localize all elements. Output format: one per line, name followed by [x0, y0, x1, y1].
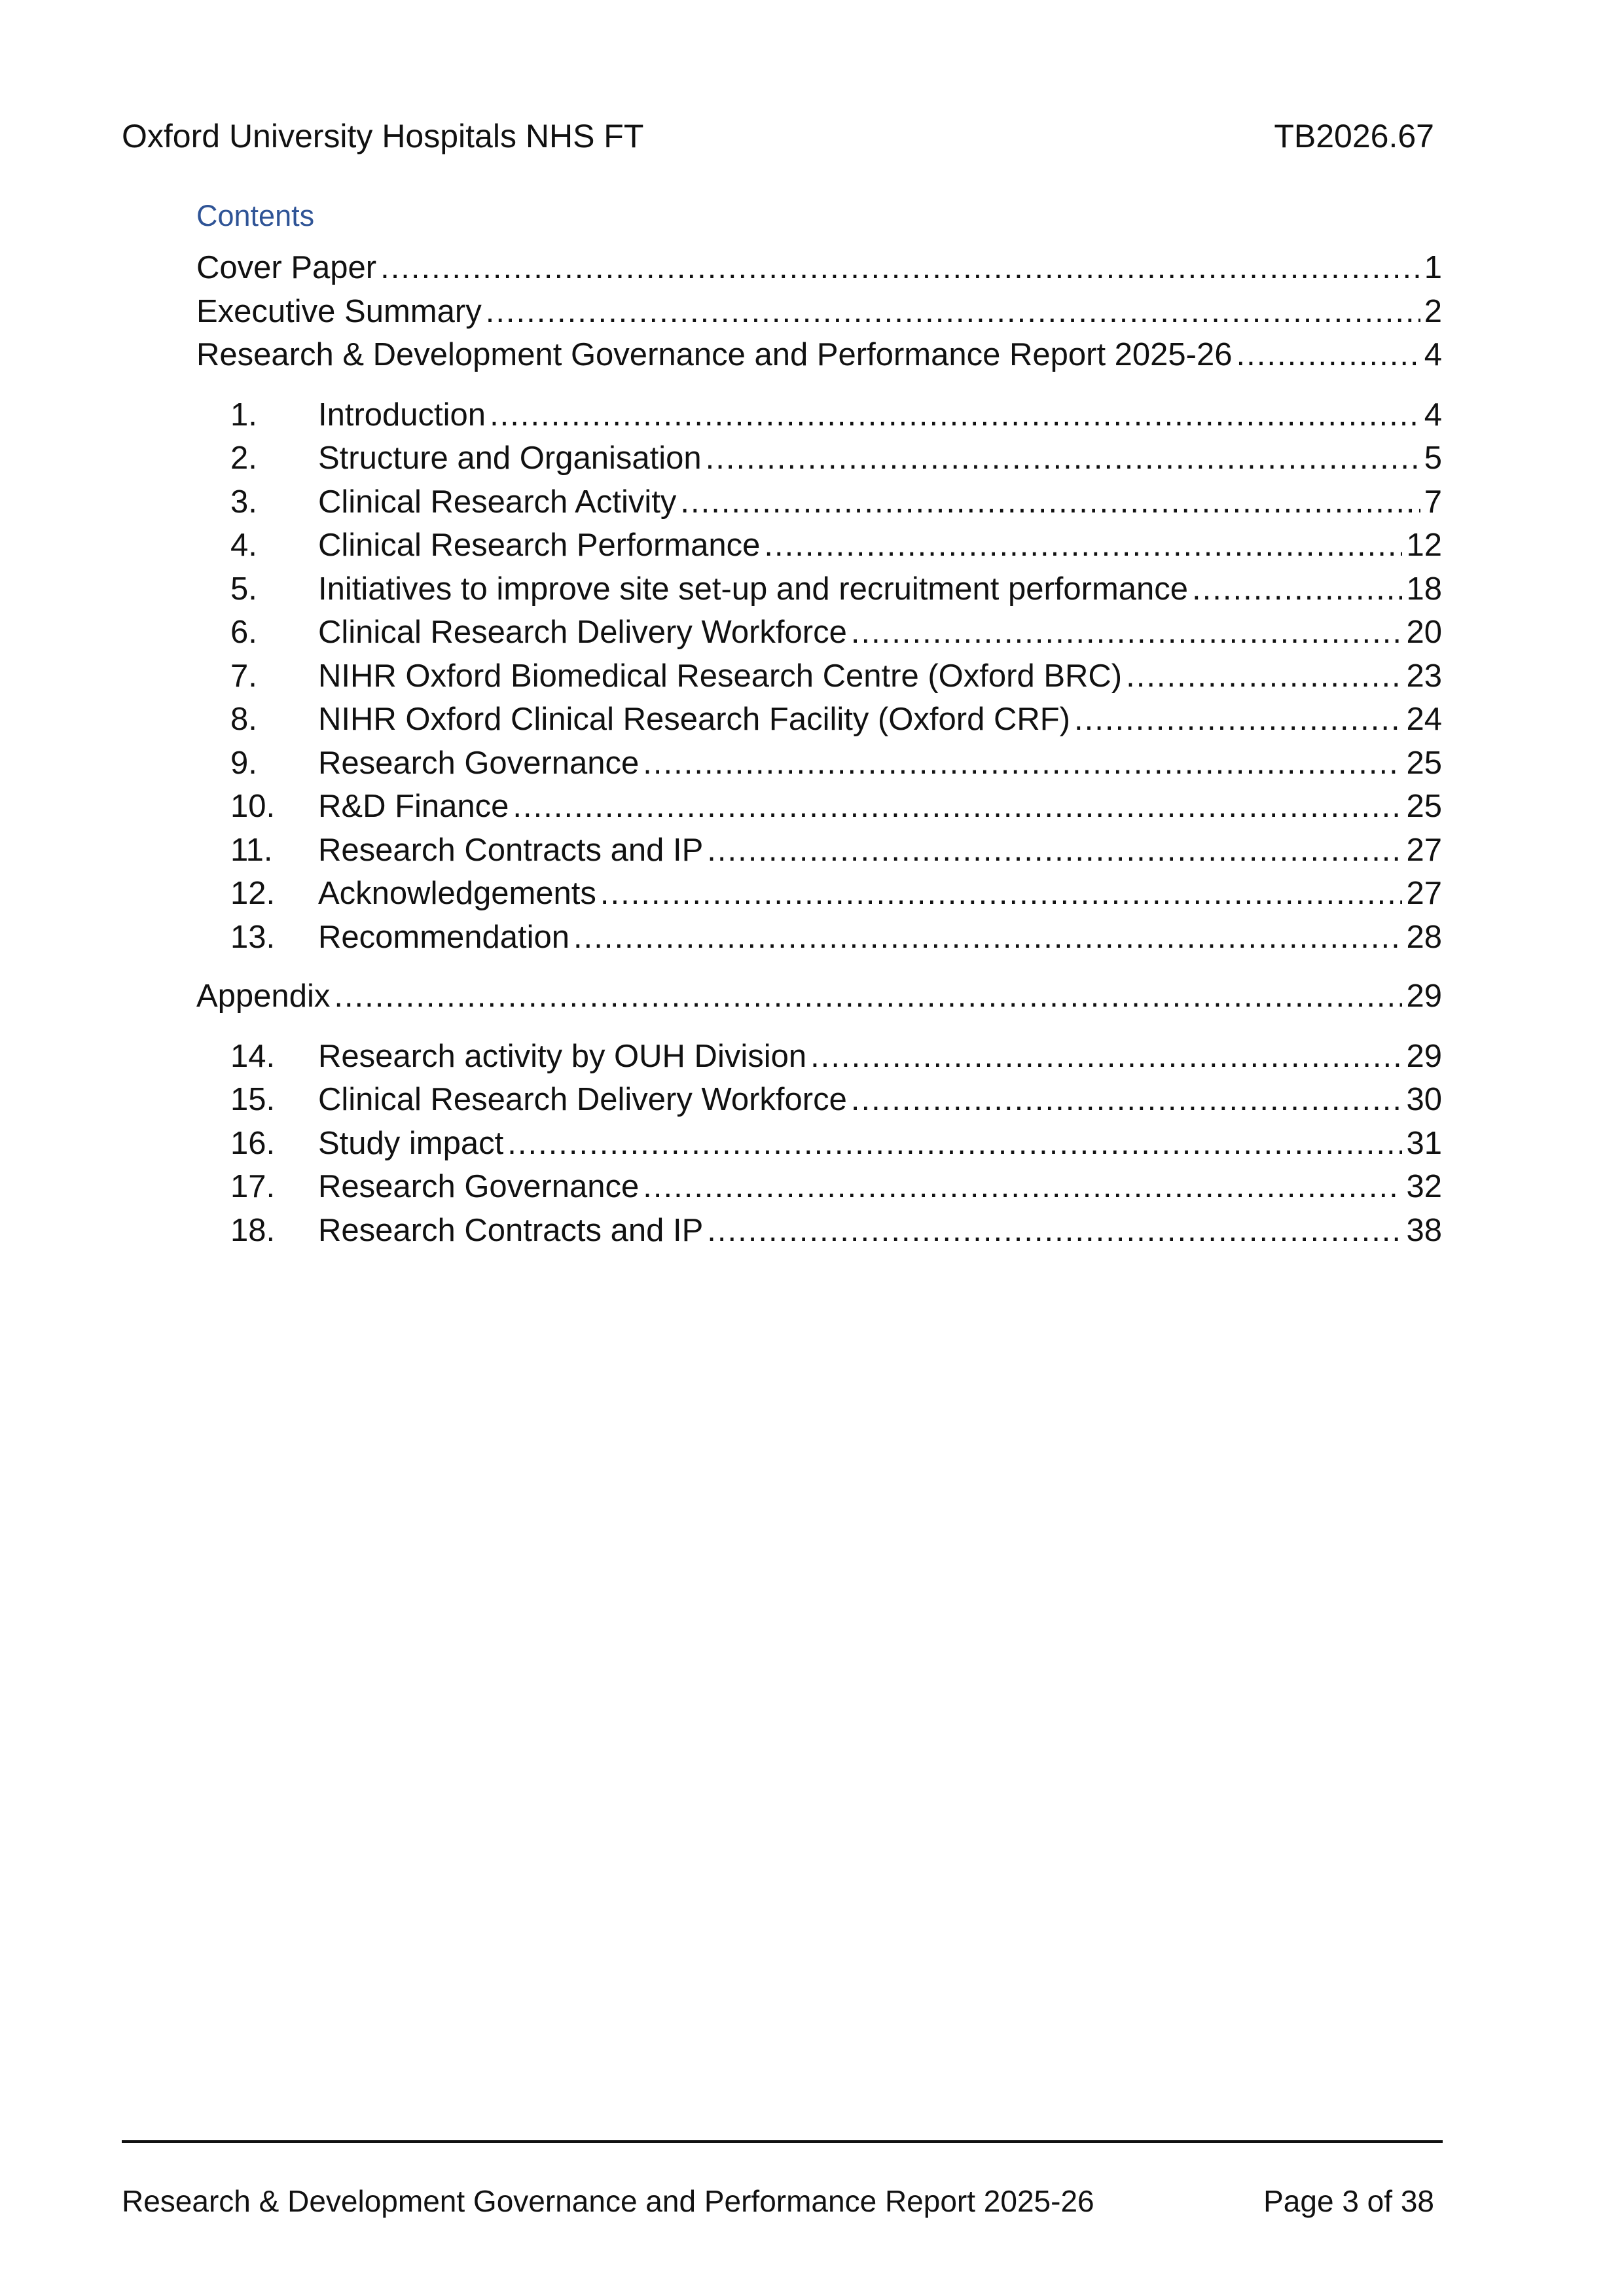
toc-entry-number: 1. — [230, 397, 257, 433]
toc-entry-page: 28 — [1406, 919, 1442, 955]
toc-entry-title: Clinical Research Performance — [318, 528, 761, 563]
toc-entry-title: R&D Finance — [318, 789, 509, 824]
toc-entry-number: 8. — [230, 702, 257, 737]
toc-dot-leader — [680, 480, 1420, 524]
toc-dot-leader — [334, 975, 1402, 1018]
toc-dot-leader — [643, 742, 1402, 785]
toc-dot-leader — [1126, 655, 1402, 698]
toc-entry-number: 9. — [230, 745, 257, 781]
toc-dot-leader — [810, 1035, 1402, 1079]
toc-entry-title: Recommendation — [318, 919, 570, 955]
toc-entry-number: 18. — [230, 1212, 276, 1248]
toc-entry[interactable] — [196, 698, 1442, 742]
toc-entry-title: Research Contracts and IP — [318, 832, 704, 868]
toc-entry-page: 27 — [1406, 876, 1442, 911]
toc-entry-page: 4 — [1424, 397, 1442, 433]
toc-entry-title: Research & Development Governance and Performance Report 2025-26 — [196, 337, 1233, 372]
toc-entry[interactable] — [196, 1122, 1442, 1166]
toc-entry-title: Cover Paper — [196, 250, 377, 285]
toc-entry-page: 31 — [1406, 1125, 1442, 1161]
toc-list — [196, 246, 1442, 1252]
toc-entry[interactable] — [196, 1165, 1442, 1209]
toc-entry-title: NIHR Oxford Clinical Research Facility (Oxford CRF) — [318, 702, 1070, 737]
toc-dot-leader — [851, 1078, 1403, 1122]
toc-entry-page: 4 — [1424, 337, 1442, 372]
toc-entry-page: 24 — [1406, 702, 1442, 737]
toc-entry-title: Research Governance — [318, 745, 640, 781]
toc-entry[interactable] — [196, 1209, 1442, 1253]
toc-dot-leader — [706, 437, 1420, 480]
toc-entry-number: 15. — [230, 1082, 276, 1117]
toc-entry[interactable] — [196, 829, 1442, 872]
toc-entry[interactable] — [196, 333, 1442, 377]
toc-dot-leader — [507, 1122, 1402, 1166]
toc-entry-number: 17. — [230, 1169, 276, 1204]
toc-entry-title: Executive Summary — [196, 293, 482, 329]
toc-entry[interactable] — [196, 1078, 1442, 1122]
toc-entry-title: Study impact — [318, 1125, 504, 1161]
toc-entry-page: 7 — [1424, 484, 1442, 520]
toc-dot-leader — [1074, 698, 1402, 742]
toc-entry-number: 13. — [230, 919, 276, 955]
toc-entry-page: 5 — [1424, 440, 1442, 476]
toc-entry-title: Structure and Organisation — [318, 440, 702, 476]
toc-entry-page: 27 — [1406, 832, 1442, 868]
toc-entry[interactable] — [196, 480, 1442, 524]
toc-entry-number: 12. — [230, 876, 276, 911]
toc-entry-title: Appendix — [196, 978, 331, 1014]
toc-dot-leader — [573, 916, 1402, 960]
toc-entry-number: 10. — [230, 789, 276, 824]
toc-entry-page: 29 — [1406, 978, 1442, 1014]
toc-entry[interactable] — [196, 290, 1442, 334]
toc-entry-page: 12 — [1406, 528, 1442, 563]
toc-entry-number: 7. — [230, 658, 257, 694]
toc-entry[interactable] — [196, 916, 1442, 960]
toc-dot-leader — [764, 524, 1402, 567]
toc-entry-page: 30 — [1406, 1082, 1442, 1117]
header-reference: TB2026.67 — [1274, 118, 1434, 154]
footer-divider — [122, 2140, 1443, 2143]
toc-entry-page: 20 — [1406, 615, 1442, 650]
toc-entry[interactable] — [196, 393, 1442, 437]
toc-entry[interactable] — [196, 872, 1442, 916]
toc-dot-leader — [513, 785, 1402, 829]
toc-entry[interactable] — [196, 742, 1442, 785]
toc-entry[interactable] — [196, 437, 1442, 480]
toc-entry-page: 29 — [1406, 1038, 1442, 1074]
toc-dot-leader — [1192, 567, 1402, 611]
toc-entry-page: 1 — [1424, 250, 1442, 285]
toc-entry-number: 4. — [230, 528, 257, 563]
toc-dot-leader — [600, 872, 1403, 916]
toc-dot-leader — [643, 1165, 1402, 1209]
toc-heading: Contents — [196, 199, 315, 232]
toc-entry[interactable] — [196, 567, 1442, 611]
toc-entry[interactable] — [196, 975, 1442, 1018]
toc-dot-leader — [490, 393, 1420, 437]
footer-report-title: Research & Development Governance and Performance Report 2025-26 — [122, 2184, 1094, 2218]
toc-entry-title: Research Governance — [318, 1169, 640, 1204]
toc-entry-title: Research Contracts and IP — [318, 1212, 704, 1248]
toc-entry[interactable] — [196, 611, 1442, 655]
toc-entry-title: Acknowledgements — [318, 876, 596, 911]
page-footer — [122, 2178, 1434, 2224]
toc-entry[interactable] — [196, 246, 1442, 290]
toc-entry[interactable] — [196, 655, 1442, 698]
toc-entry[interactable] — [196, 785, 1442, 829]
toc-entry-number: 3. — [230, 484, 257, 520]
page-header — [122, 110, 1434, 162]
toc-dot-leader — [851, 611, 1403, 655]
toc-entry-page: 25 — [1406, 745, 1442, 781]
toc-entry-page: 2 — [1424, 293, 1442, 329]
toc-entry-page: 25 — [1406, 789, 1442, 824]
toc-dot-leader — [1236, 333, 1420, 377]
toc-entry-page: 32 — [1406, 1169, 1442, 1204]
toc-dot-leader — [707, 1209, 1402, 1253]
toc-entry-title: Clinical Research Activity — [318, 484, 677, 520]
toc-entry-number: 14. — [230, 1038, 276, 1074]
table-of-contents — [196, 190, 1442, 1252]
toc-entry-title: NIHR Oxford Biomedical Research Centre (Oxford BRC) — [318, 658, 1123, 694]
toc-dot-leader — [486, 290, 1420, 334]
toc-entry-page: 38 — [1406, 1212, 1442, 1248]
toc-entry-page: 23 — [1406, 658, 1442, 694]
toc-entry-number: 6. — [230, 615, 257, 650]
footer-page-number: Page 3 of 38 — [1263, 2184, 1434, 2218]
toc-dot-leader — [707, 829, 1402, 872]
toc-entry[interactable] — [196, 524, 1442, 567]
toc-entry-number: 16. — [230, 1125, 276, 1161]
toc-entry-number: 5. — [230, 571, 257, 607]
toc-dot-leader — [380, 246, 1420, 290]
toc-entry-title: Clinical Research Delivery Workforce — [318, 1082, 847, 1117]
toc-entry-title: Research activity by OUH Division — [318, 1038, 807, 1074]
header-organisation: Oxford University Hospitals NHS FT — [122, 118, 644, 154]
toc-entry-number: 11. — [230, 832, 273, 868]
toc-entry[interactable] — [196, 1035, 1442, 1079]
toc-entry-page: 18 — [1406, 571, 1442, 607]
toc-entry-title: Clinical Research Delivery Workforce — [318, 615, 847, 650]
toc-entry-title: Initiatives to improve site set-up and recruitment performance — [318, 571, 1189, 607]
toc-entry-number: 2. — [230, 440, 257, 476]
toc-entry-title: Introduction — [318, 397, 486, 433]
